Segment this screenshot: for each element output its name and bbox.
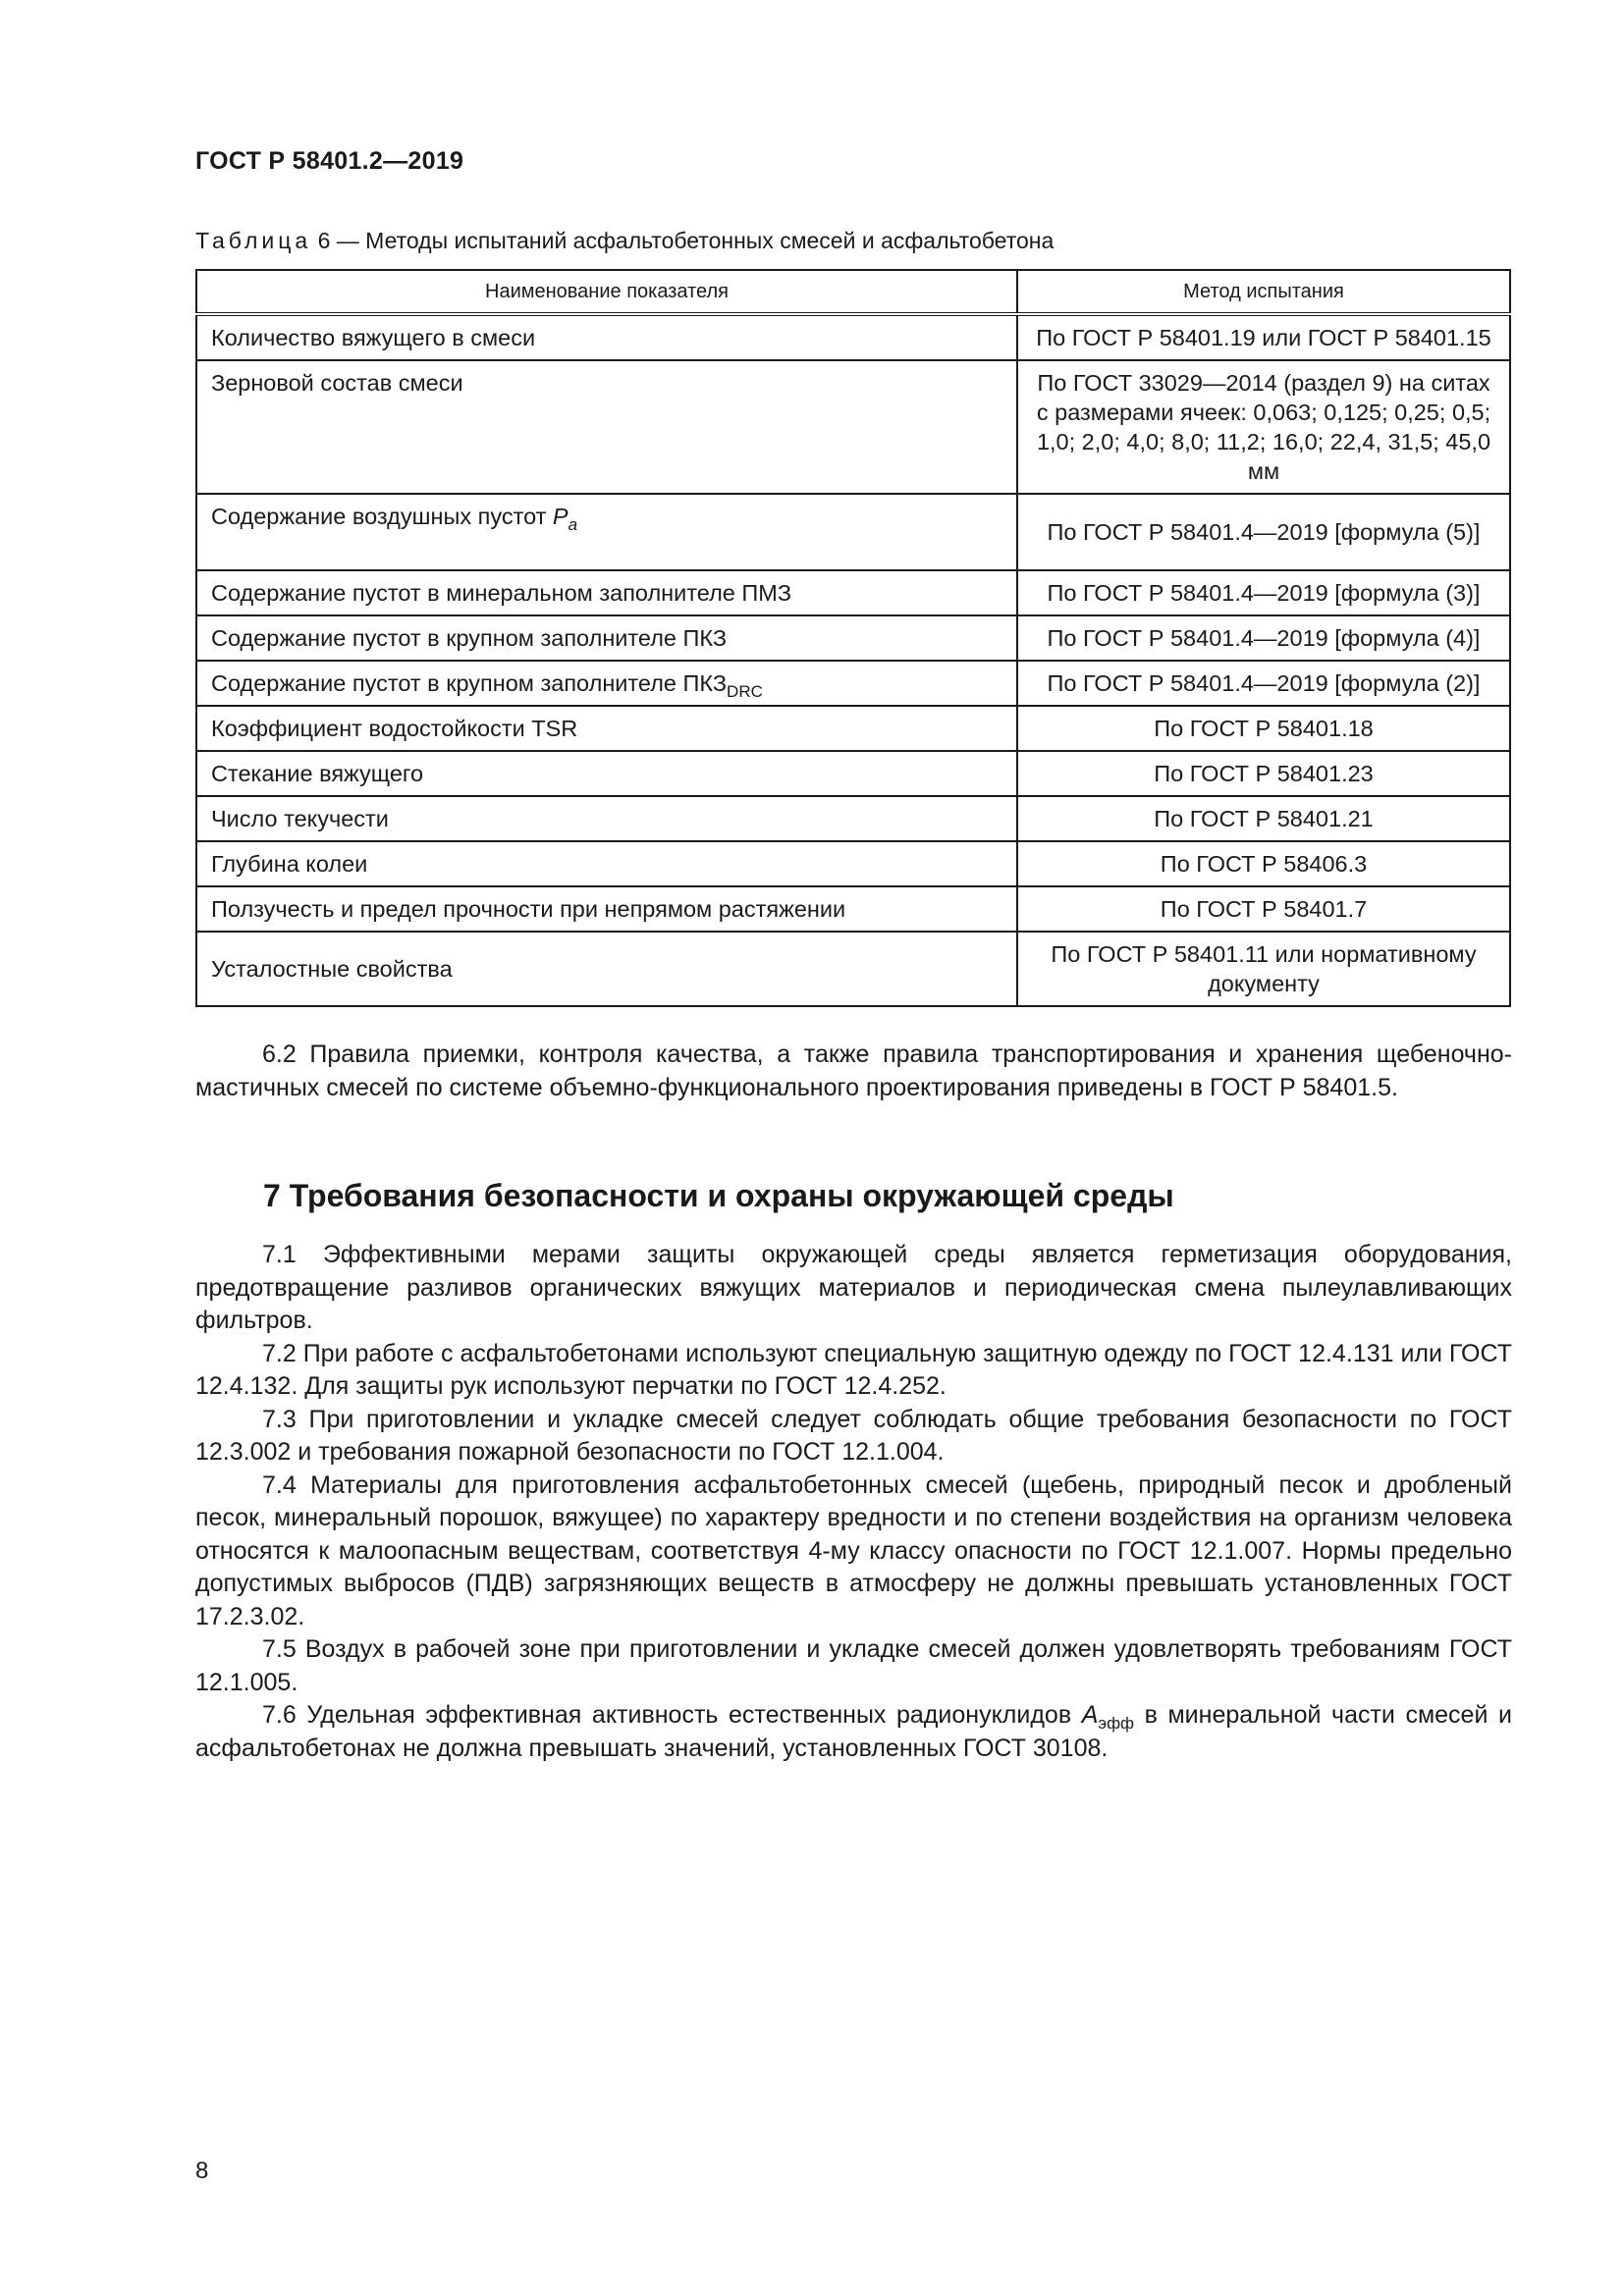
table-row bbox=[196, 661, 1510, 706]
row-method: По ГОСТ Р 58401.4—2019 [формула (4)] bbox=[1017, 615, 1510, 661]
row-name: Усталостные свойства bbox=[196, 932, 1017, 1006]
section-7-heading: 7 Требования безопасности и охраны окружающей среды bbox=[263, 1178, 1174, 1213]
row-name: Стекание вяжущего bbox=[196, 751, 1017, 796]
row-name-subscript: a bbox=[568, 515, 578, 534]
table-caption-text: 6 — Методы испытаний асфальтобетонных смесей и асфальтобетона bbox=[311, 228, 1055, 253]
row-method: По ГОСТ Р 58401.23 bbox=[1017, 751, 1510, 796]
row-name: Коэффициент водостойкости TSR bbox=[196, 706, 1017, 751]
page-number: 8 bbox=[195, 2158, 209, 2184]
table-row bbox=[196, 570, 1510, 615]
paragraph-7-2: 7.2 При работе с асфальтобетонами используют специальную защитную одежду по ГОСТ 12.4.131 или ГОСТ 12.4.132. Для защиты рук используют перчатки по ГОСТ 12.4.252. bbox=[195, 1339, 1512, 1400]
table-row bbox=[196, 360, 1510, 494]
row-name: Глубина колеи bbox=[196, 841, 1017, 886]
row-method: По ГОСТ Р 58401.18 bbox=[1017, 706, 1510, 751]
row-method: По ГОСТ Р 58401.4—2019 [формула (3)] bbox=[1017, 570, 1510, 615]
row-name bbox=[196, 494, 1017, 570]
row-method: По ГОСТ Р 58401.19 или ГОСТ Р 58401.15 bbox=[1017, 314, 1510, 360]
paragraph-7-3: 7.3 При приготовлении и укладке смесей следует соблюдать общие требования безопасности по ГОСТ 12.3.002 и требования пожарной безопасности по ГОСТ 12.1.004. bbox=[195, 1405, 1512, 1466]
row-method: По ГОСТ Р 58401.21 bbox=[1017, 796, 1510, 841]
document-header: ГОСТ Р 58401.2—2019 bbox=[195, 147, 464, 175]
row-method: По ГОСТ Р 58401.11 или нормативному документу bbox=[1017, 932, 1510, 1006]
row-name-text: Содержание пустот в крупном заполнителе ПКЗ bbox=[211, 670, 728, 696]
row-name: Ползучесть и предел прочности при непрямом растяжении bbox=[196, 886, 1017, 932]
row-name: Содержание пустот в крупном заполнителе ПКЗ bbox=[196, 615, 1017, 661]
table-caption bbox=[195, 228, 1054, 254]
row-method: По ГОСТ Р 58401.4—2019 [формула (5)] bbox=[1017, 494, 1510, 570]
row-name bbox=[196, 661, 1017, 706]
paragraph-6-2: 6.2 Правила приемки, контроля качества, а также правила транспортирования и хранения щебеночно-мастичных смесей по системе объемно-функционального проектирования приведены в ГОСТ Р 58401.5. bbox=[195, 1041, 1512, 1101]
row-name: Число текучести bbox=[196, 796, 1017, 841]
table-row bbox=[196, 796, 1510, 841]
row-name: Количество вяжущего в смеси bbox=[196, 314, 1017, 360]
row-name-subscript: DRC bbox=[727, 682, 763, 701]
paragraph-7-1: 7.1 Эффективными мерами защиты окружающей среды является герметизация оборудования, предотвращение разливов органических вяжущих материалов и периодическая смена пылеулавливающих фильтров. bbox=[195, 1241, 1512, 1334]
paragraph-7-4: 7.4 Материалы для приготовления асфальтобетонных смесей (щебень, природный песок и дробленый песок, минеральный порошок, вяжущее) по характеру вредности и по степени воздействия на организм человека относятся к малоопасным веществам, соответствуя 4-му классу опасности по ГОСТ 12.1.007. Нормы предельно допустимых выбросов (ПДВ) загрязняющих веществ в атмосферу не должны превышать установленных ГОСТ 17.2.3.02. bbox=[195, 1470, 1512, 1630]
table-row bbox=[196, 932, 1510, 1006]
paragraph-6-2-block bbox=[195, 1039, 1512, 1104]
table-row bbox=[196, 706, 1510, 751]
table-row bbox=[196, 841, 1510, 886]
table-header-row bbox=[196, 270, 1510, 314]
paragraph-7-5: 7.5 Воздух в рабочей зоне при приготовлении и укладке смесей должен удовлетворять требованиям ГОСТ 12.1.005. bbox=[195, 1635, 1512, 1696]
activity-subscript: эфф bbox=[1098, 1714, 1135, 1733]
table-row bbox=[196, 314, 1510, 360]
row-method: По ГОСТ Р 58401.4—2019 [формула (2)] bbox=[1017, 661, 1510, 706]
row-name: Содержание пустот в минеральном заполнителе ПМЗ bbox=[196, 570, 1017, 615]
section-7-body bbox=[195, 1239, 1512, 1765]
methods-table bbox=[195, 269, 1511, 1007]
table-row bbox=[196, 751, 1510, 796]
activity-variable: A bbox=[1081, 1701, 1099, 1729]
row-name-variable: P bbox=[552, 504, 568, 529]
paragraph-7-6-start: 7.6 Удельная эффективная активность естественных радионуклидов bbox=[262, 1701, 1082, 1729]
column-header-indicator: Наименование показателя bbox=[196, 270, 1017, 314]
row-method: По ГОСТ Р 58406.3 bbox=[1017, 841, 1510, 886]
column-header-method: Метод испытания bbox=[1017, 270, 1510, 314]
row-method: По ГОСТ Р 58401.7 bbox=[1017, 886, 1510, 932]
row-name: Зерновой состав смеси bbox=[196, 360, 1017, 494]
paragraph-7-6 bbox=[195, 1699, 1512, 1765]
table-row bbox=[196, 886, 1510, 932]
row-method: По ГОСТ 33029—2014 (раздел 9) на ситах с размерами ячеек: 0,063; 0,125; 0,25; 0,5; 1,0; 2,0; 4,0; 8,0; 11,2; 16,0; 22,4, 31,5; 45,0 мм bbox=[1017, 360, 1510, 494]
row-name-text: Содержание воздушных пустот bbox=[211, 504, 553, 529]
table-row bbox=[196, 494, 1510, 570]
table-caption-prefix: Таблица bbox=[195, 228, 312, 253]
paragraph-7-6-end: в минеральной части смесей и асфальтобетонах не должна превышать значений, установленных ГОСТ 30108. bbox=[195, 1701, 1512, 1762]
table-row bbox=[196, 615, 1510, 661]
